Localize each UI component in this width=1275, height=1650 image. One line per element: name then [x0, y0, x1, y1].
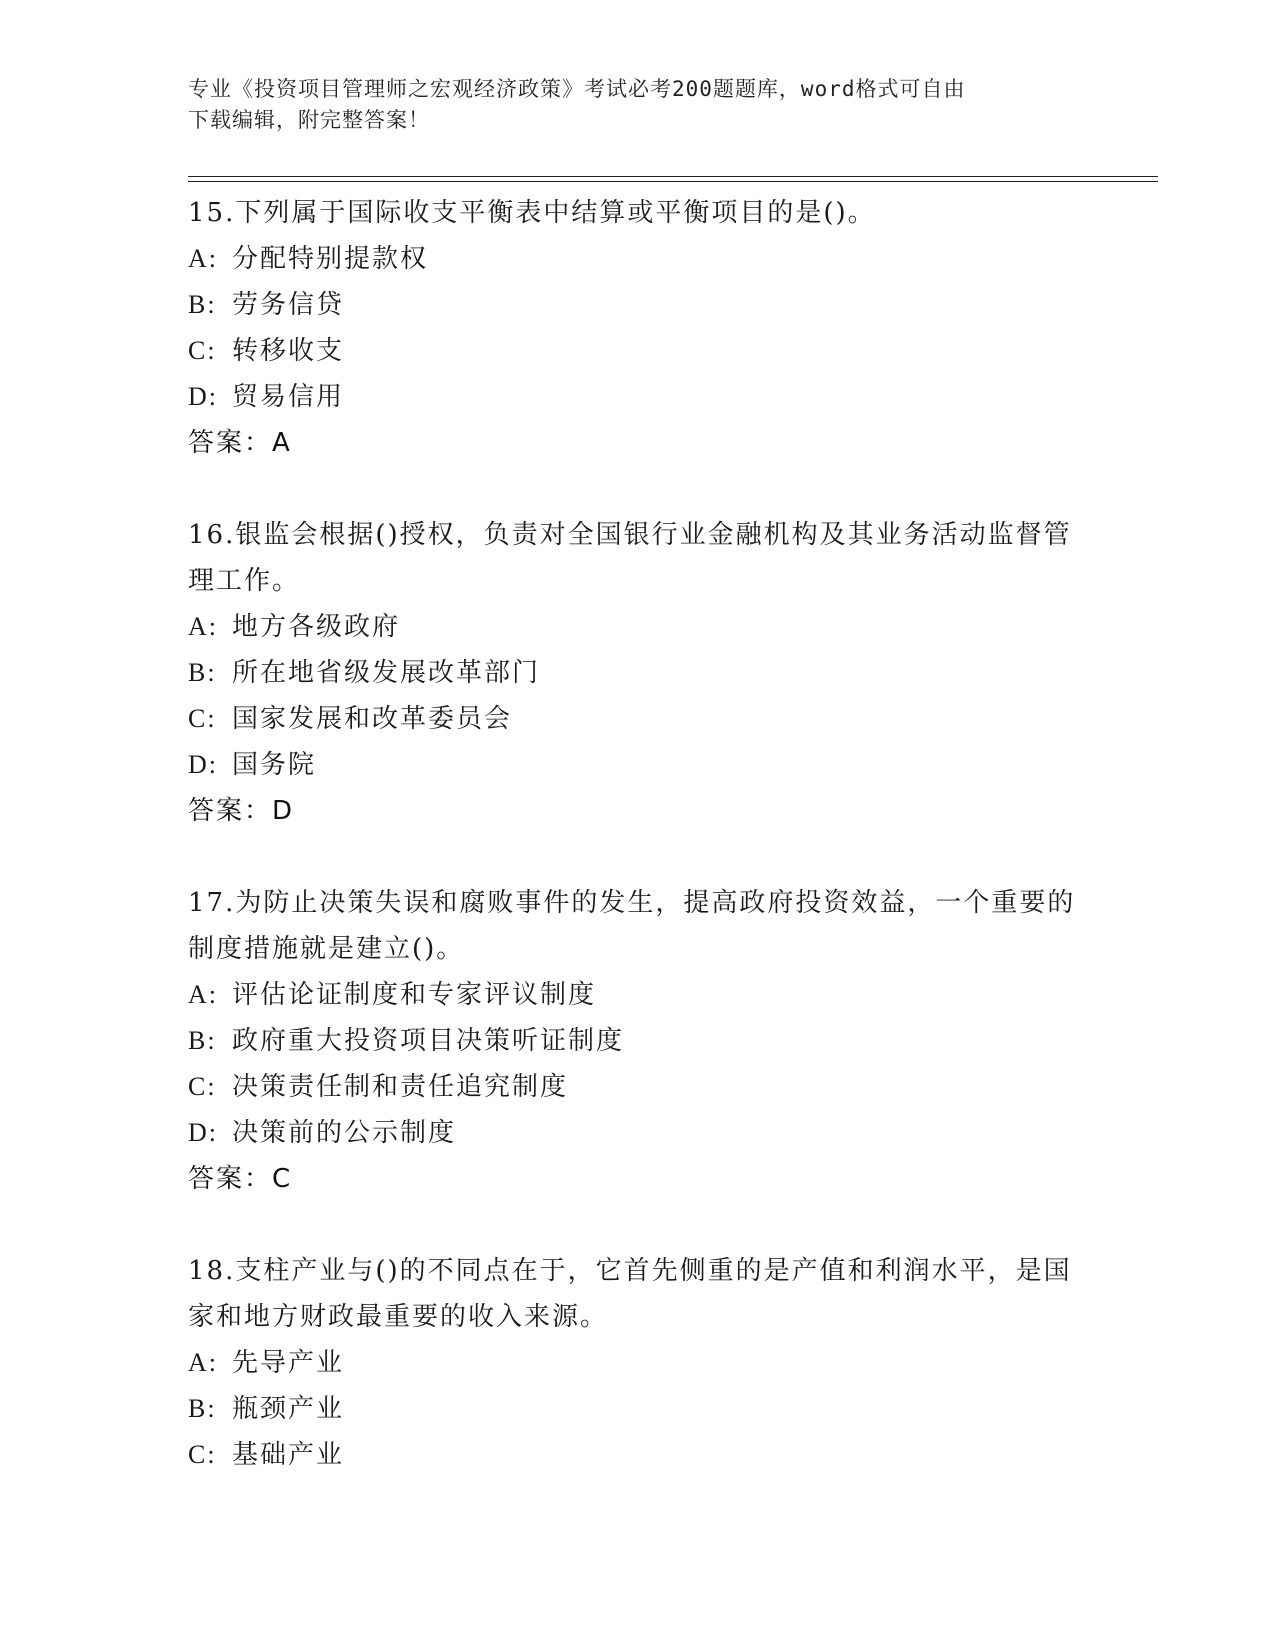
option-d — [188, 1110, 1088, 1156]
header-divider-top — [188, 176, 1158, 177]
option-a — [188, 972, 1088, 1018]
question-17 — [188, 880, 1088, 1202]
answer-line: 答案：C — [188, 1164, 293, 1194]
option-c — [188, 696, 1088, 742]
option-text: 国家发展和改革委员会 — [232, 704, 513, 734]
question-list — [188, 190, 1088, 1524]
option-letter: C: — [188, 1072, 217, 1101]
option-text: 先导产业 — [232, 1348, 345, 1378]
option-text: 所在地省级发展改革部门 — [232, 658, 541, 688]
option-d — [188, 374, 1088, 420]
question-stem: 15.下列属于国际收支平衡表中结算或平衡项目的是()。 — [188, 198, 876, 228]
option-text: 国务院 — [232, 750, 317, 780]
answer-line: 答案：D — [188, 796, 295, 826]
question-stem: 17.为防止决策失误和腐败事件的发生，提高政府投资效益，一个重要的制度措施就是建立()。 — [188, 888, 1076, 964]
option-text: 决策责任制和责任追究制度 — [232, 1072, 569, 1102]
option-a — [188, 604, 1088, 650]
option-letter: D: — [188, 1118, 218, 1147]
option-letter: C: — [188, 336, 217, 365]
option-text: 决策前的公示制度 — [232, 1118, 457, 1148]
option-letter: A: — [188, 612, 218, 641]
header-line-2: 下载编辑，附完整答案！ — [188, 108, 430, 132]
option-letter: D: — [188, 750, 218, 779]
option-letter: D: — [188, 382, 218, 411]
option-letter: B: — [188, 290, 217, 319]
answer-line: 答案：A — [188, 428, 292, 458]
header-divider-bottom — [188, 181, 1158, 182]
question-stem: 18.支柱产业与()的不同点在于，它首先侧重的是产值和利润水平，是国家和地方财政最重要的收入来源。 — [188, 1256, 1072, 1332]
option-text: 贸易信用 — [232, 382, 345, 412]
option-text: 政府重大投资项目决策听证制度 — [232, 1026, 625, 1056]
option-letter: A: — [188, 980, 218, 1009]
option-c — [188, 1064, 1088, 1110]
question-18 — [188, 1248, 1088, 1478]
option-text: 转移收支 — [232, 336, 345, 366]
option-letter: B: — [188, 1394, 217, 1423]
option-b — [188, 1386, 1088, 1432]
option-letter: A: — [188, 1348, 218, 1377]
option-letter: B: — [188, 1026, 217, 1055]
option-text: 基础产业 — [232, 1440, 345, 1470]
option-a — [188, 1340, 1088, 1386]
option-letter: A: — [188, 244, 218, 273]
option-text: 瓶颈产业 — [232, 1394, 345, 1424]
option-text: 劳务信贷 — [232, 290, 345, 320]
option-letter: C: — [188, 704, 217, 733]
option-text: 分配特别提款权 — [232, 244, 429, 274]
option-text: 评估论证制度和专家评议制度 — [232, 980, 597, 1010]
option-letter: C: — [188, 1440, 217, 1469]
option-text: 地方各级政府 — [232, 612, 401, 642]
option-d — [188, 742, 1088, 788]
question-stem: 16.银监会根据()授权，负责对全国银行业金融机构及其业务活动监督管理工作。 — [188, 520, 1072, 596]
header-line-1: 专业《投资项目管理师之宏观经济政策》考试必考200题题库，word格式可自由 — [188, 77, 966, 101]
option-b — [188, 1018, 1088, 1064]
question-15 — [188, 190, 1088, 466]
option-letter: B: — [188, 658, 217, 687]
option-c — [188, 1432, 1088, 1478]
option-c — [188, 328, 1088, 374]
option-b — [188, 650, 1088, 696]
document-header — [188, 74, 1088, 136]
option-a — [188, 236, 1088, 282]
question-16 — [188, 512, 1088, 834]
option-b — [188, 282, 1088, 328]
